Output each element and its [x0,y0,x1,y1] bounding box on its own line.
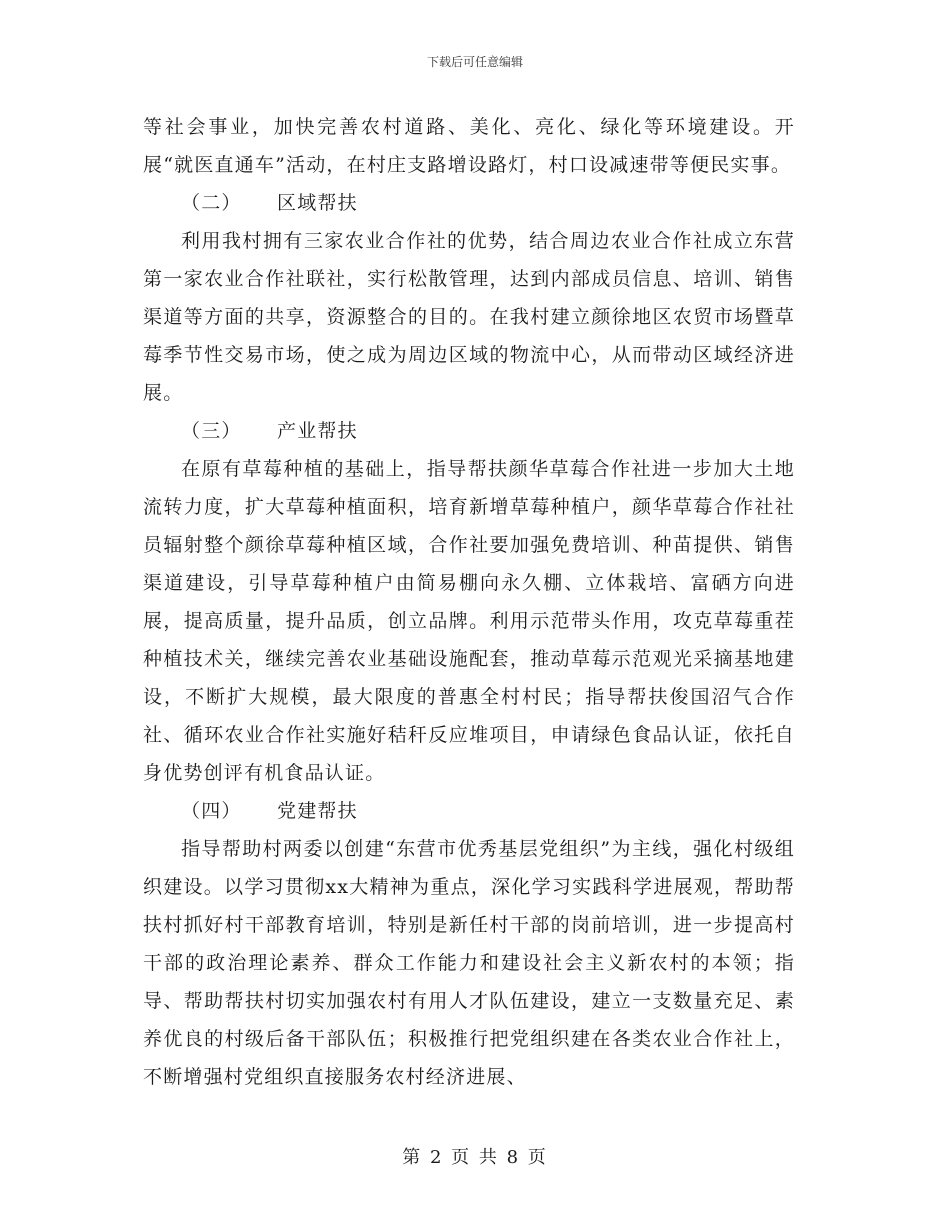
page-footer: 第 2 页 共 8 页 [402,1147,548,1168]
section-title: 区域帮扶 [277,192,358,214]
paragraph-regional: 利用我村拥有三家农业合作社的优势，结合周边农业合作社成立东营第一家农业合作社联社，实行松散管理，达到内部成员信息、培训、销售渠道等方面的共享，资源整合的目的。在我村建立颜徐地区农贸市场暨草莓季节性交易市场，使之成为周边区域的物流中心，从而带动区域经济进展。 [143,230,795,404]
section-title: 党建帮扶 [277,800,358,822]
section-number: （三） [181,420,242,442]
section-heading-party [143,792,795,830]
page-header: 下载后可任意编辑 [426,55,523,69]
paragraph-continued: 等社会事业，加快完善农村道路、美化、亮化、绿化等环境建设。开展“就医直通车”活动，在村庄支路增设路灯，村口设减速带等便民实事。 [143,116,795,176]
document-body [143,108,795,1096]
paragraph-party: 指导帮助村两委以创建“东营市优秀基层党组织”为主线，强化村级组织建设。以学习贯彻xx大精神为重点，深化学习实践科学进展观，帮助帮扶村抓好村干部教育培训，特别是新任村干部的岗前培训，进一步提高村干部的政治理论素养、群众工作能力和建设社会主义新农村的本领；指导、帮助帮扶村切实加强农村有用人才队伍建设，建立一支数量充足、素养优良的村级后备干部队伍；积极推行把党组织建在各类农业合作社上，不断增强村党组织直接服务农村经济进展、 [143,838,795,1088]
section-number: （二） [181,192,242,214]
section-heading-regional [143,184,795,222]
section-number: （四） [181,800,242,822]
section-title: 产业帮扶 [277,420,358,442]
paragraph-industry: 在原有草莓种植的基础上，指导帮扶颜华草莓合作社进一步加大土地流转力度，扩大草莓种植面积，培育新增草莓种植户，颜华草莓合作社社员辐射整个颜徐草莓种植区域，合作社要加强免费培训、种苗提供、销售渠道建设，引导草莓种植户由简易棚向永久棚、立体栽培、富硒方向进展，提高质量，提升品质，创立品牌。利用示范带头作用，攻克草莓重茬种植技术关，继续完善农业基础设施配套，推动草莓示范观光采摘基地建设，不断扩大规模，最大限度的普惠全村村民；指导帮扶俊国沼气合作社、循环农业合作社实施好秸秆反应堆项目，申请绿色食品认证，依托自身优势创评有机食品认证。 [143,458,795,784]
section-heading-industry [143,412,795,450]
